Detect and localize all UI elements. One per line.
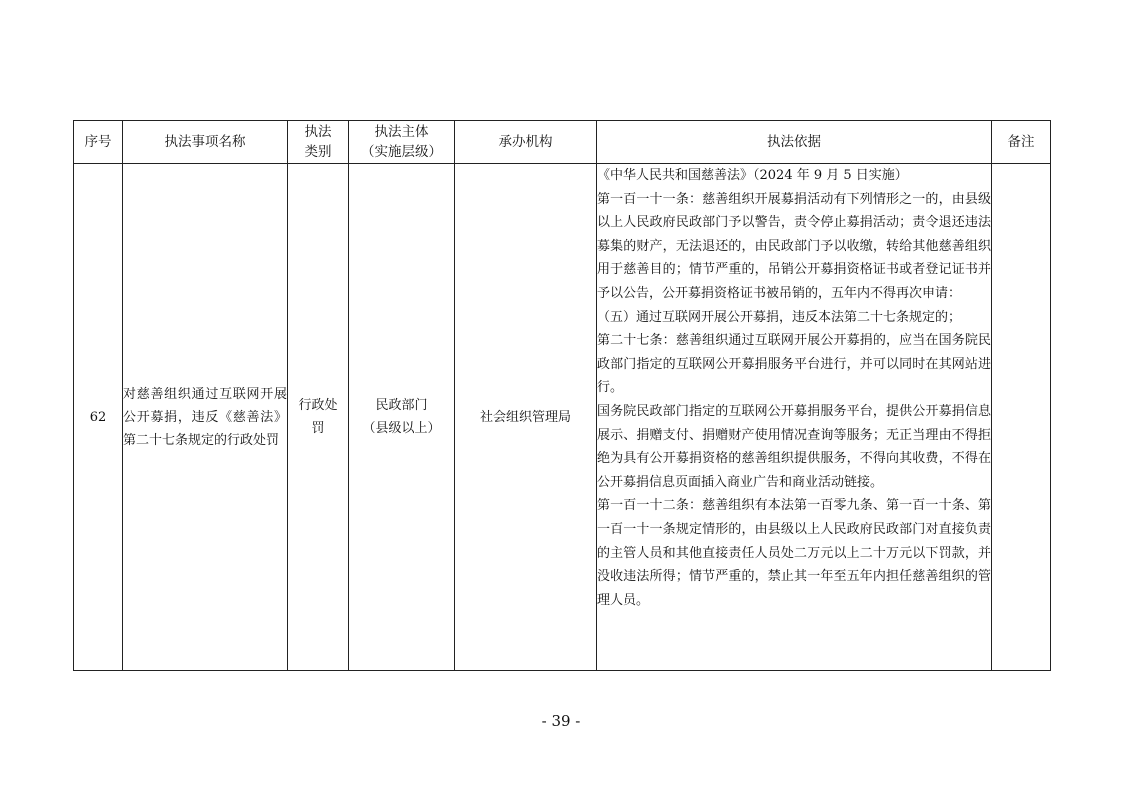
header-org: 承办机构 — [455, 121, 597, 164]
header-basis: 执法依据 — [597, 121, 992, 164]
cell-no: 62 — [74, 164, 123, 671]
cell-subject — [349, 164, 455, 671]
cell-basis — [597, 164, 992, 671]
header-category — [288, 121, 349, 164]
header-remarks: 备注 — [992, 121, 1051, 164]
cell-remarks — [992, 164, 1051, 671]
page-number: - 39 - — [541, 712, 581, 730]
basis-item-5: （五）通过互联网开展公开募捐，违反本法第二十七条规定的； — [597, 309, 962, 325]
basis-article-111: 第一百一十一条：慈善组织开展募捐活动有下列情形之一的，由县级以上人民政府民政部门予以警告，责令停止募捐活动；责令退还违法募集的财产，无法退还的，由民政部门予以收缴，转给其他慈善组织用于慈善目的；情节严重的，吊销公开募捐资格证书或者登记证书并予以公告，公开募捐资格证书被吊销的，五年内不得再次申请： — [597, 191, 991, 301]
header-subject — [349, 121, 455, 164]
cell-subject-line-1: 民政部门 — [375, 398, 428, 413]
header-subject-line-2: （实施层级） — [361, 144, 442, 160]
cell-name: 对慈善组织通过互联网开展公开募捐，违反《慈善法》第二十七条规定的行政处罚 — [123, 164, 288, 671]
cell-category-line-2: 罚 — [311, 421, 325, 436]
header-no: 序号 — [74, 121, 123, 164]
cell-category-line-1: 行政处 — [298, 398, 338, 413]
cell-org: 社会组织管理局 — [455, 164, 597, 671]
enforcement-table — [73, 120, 1051, 671]
header-category-line-1: 执法 — [304, 124, 332, 140]
basis-article-112: 第一百一十二条：慈善组织有本法第一百零九条、第一百一十条、第一百一十一条规定情形的，由县级以上人民政府民政部门对直接负责的主管人员和其他直接责任人员处二万元以上二十万元以下罚款，并没收违法所得；情节严重的，禁止其一年至五年内担任慈善组织的管理人员。 — [597, 498, 991, 608]
table-header-row — [74, 121, 1051, 164]
table-row — [74, 164, 1051, 671]
basis-platform-paragraph: 国务院民政部门指定的互联网公开募捐服务平台，提供公开募捐信息展示、捐赠支付、捐赠财产使用情况查询等服务；无正当理由不得拒绝为具有公开募捐资格的慈善组织提供服务，不得向其收费，不得在公开募捐信息页面插入商业广告和商业活动链接。 — [597, 403, 991, 490]
basis-law-title: 《中华人民共和国慈善法》（2024 年 9 月 5 日实施） — [597, 168, 908, 183]
cell-subject-line-2: （县级以上） — [362, 421, 441, 436]
header-category-line-2: 类别 — [304, 144, 332, 160]
cell-category — [288, 164, 349, 671]
header-name: 执法事项名称 — [123, 121, 288, 164]
header-subject-line-1: 执法主体 — [374, 124, 429, 140]
basis-article-27: 第二十七条：慈善组织通过互联网开展公开募捐的，应当在国务院民政部门指定的互联网公开募捐服务平台进行，并可以同时在其网站进行。 — [597, 333, 991, 396]
